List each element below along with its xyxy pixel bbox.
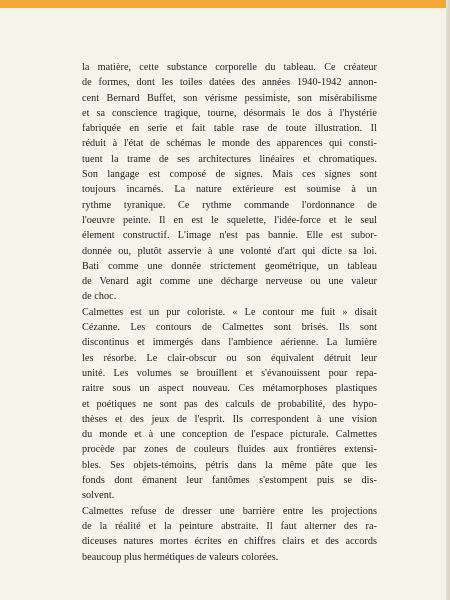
- text-line: diceuses natures mortes écrites en chiffres clairs et des accords: [82, 536, 377, 548]
- text-line: cent Bernard Buffet, son vérisme pessimiste, son misérabilisme: [82, 92, 377, 104]
- text-line: thèses et des jeux de l'esprit. Ils correspondent à une vision: [82, 413, 377, 425]
- text-line: unité. Les volumes se brouillent et s'évanouissent pour repa-: [82, 367, 377, 379]
- text-line: Son langage est composé de signes. Mais ces signes sont: [82, 169, 377, 181]
- text-line: Calmettes est un pur coloriste. « Le contour me fuit » disait: [82, 306, 377, 318]
- paragraph-3: [82, 504, 377, 565]
- text-line: de Venard agit comme une décharge nerveuse ou une valeur: [82, 276, 377, 288]
- paragraph-1: [82, 60, 377, 305]
- text-line: et sa conscience tragique, tourne, désormais le dos à l'hystérie: [82, 107, 377, 119]
- text-line: procède par zones de couleurs fluides aux frontières extensi-: [82, 444, 377, 456]
- text-line: donnée ou, plutôt asservie à une volonté d'art qui dicte sa loi.: [82, 245, 377, 257]
- text-page: [82, 60, 377, 565]
- text-line: réduit à l'état de schémas le monde des apparences qui consti-: [82, 138, 377, 150]
- text-line: bles. Ses objets-témoins, pétris dans la même pâte que les: [82, 459, 377, 471]
- text-line: Calmettes refuse de dresser une barrière entre les projections: [82, 505, 377, 517]
- text-line: l'oeuvre peinte. Il en est le squelette, l'idée-force et le seul: [82, 214, 377, 226]
- text-line: de formes, dont les toiles datées des années 1940-1942 annon-: [82, 77, 377, 89]
- text-line: la matière, cette substance corporelle du tableau. Ce créateur: [82, 62, 377, 73]
- text-line: Cézanne. Les contours de Calmettes sont brisés. Ils sont: [82, 322, 377, 334]
- text-line: discontinus et immergés dans l'ambience aérienne. La lumière: [82, 337, 377, 349]
- text-line: rythme tyranique. Ce rythme commande l'ordonnance de: [82, 199, 377, 211]
- paragraph-2: [82, 305, 377, 504]
- text-line: toujours incarnés. La nature extérieure est soumise à un: [82, 184, 377, 196]
- top-color-band: [0, 0, 450, 8]
- text-line: fabriquée en serie et fait table rase de toute illustration. Il: [82, 123, 377, 135]
- page-edge-shadow: [446, 0, 450, 600]
- text-line: de la réalité et la peinture abstraite. Il faut alterner des ra-: [82, 520, 377, 532]
- text-line: beaucoup plus hermétiques de valeurs colorées.: [82, 551, 279, 563]
- text-line: et poétiques ne sont pas des calculs de probabilité, des hypo-: [82, 398, 377, 410]
- text-line: élement constructif. L'image n'est pas bannie. Elle est subor-: [82, 230, 377, 242]
- text-line: tuent la trame de ses architectures linéaires et chromatiques.: [82, 153, 377, 165]
- text-line: solvent.: [82, 490, 115, 502]
- text-line: les résorbe. Le clair-obscur ou son équivalent détruit leur: [82, 352, 377, 364]
- text-line: raitre sous un aspect nouveau. Ces métamorphoses plastiques: [82, 383, 377, 395]
- text-line: fonds dont émanent leur fantômes s'estompent puis se dis-: [82, 475, 377, 487]
- text-line: du monde et à une conception de l'espace picturale. Calmettes: [82, 429, 377, 441]
- text-line: de choc.: [82, 291, 117, 303]
- text-line: Bati comme une donnée strictement geométrique, un tableau: [82, 260, 377, 272]
